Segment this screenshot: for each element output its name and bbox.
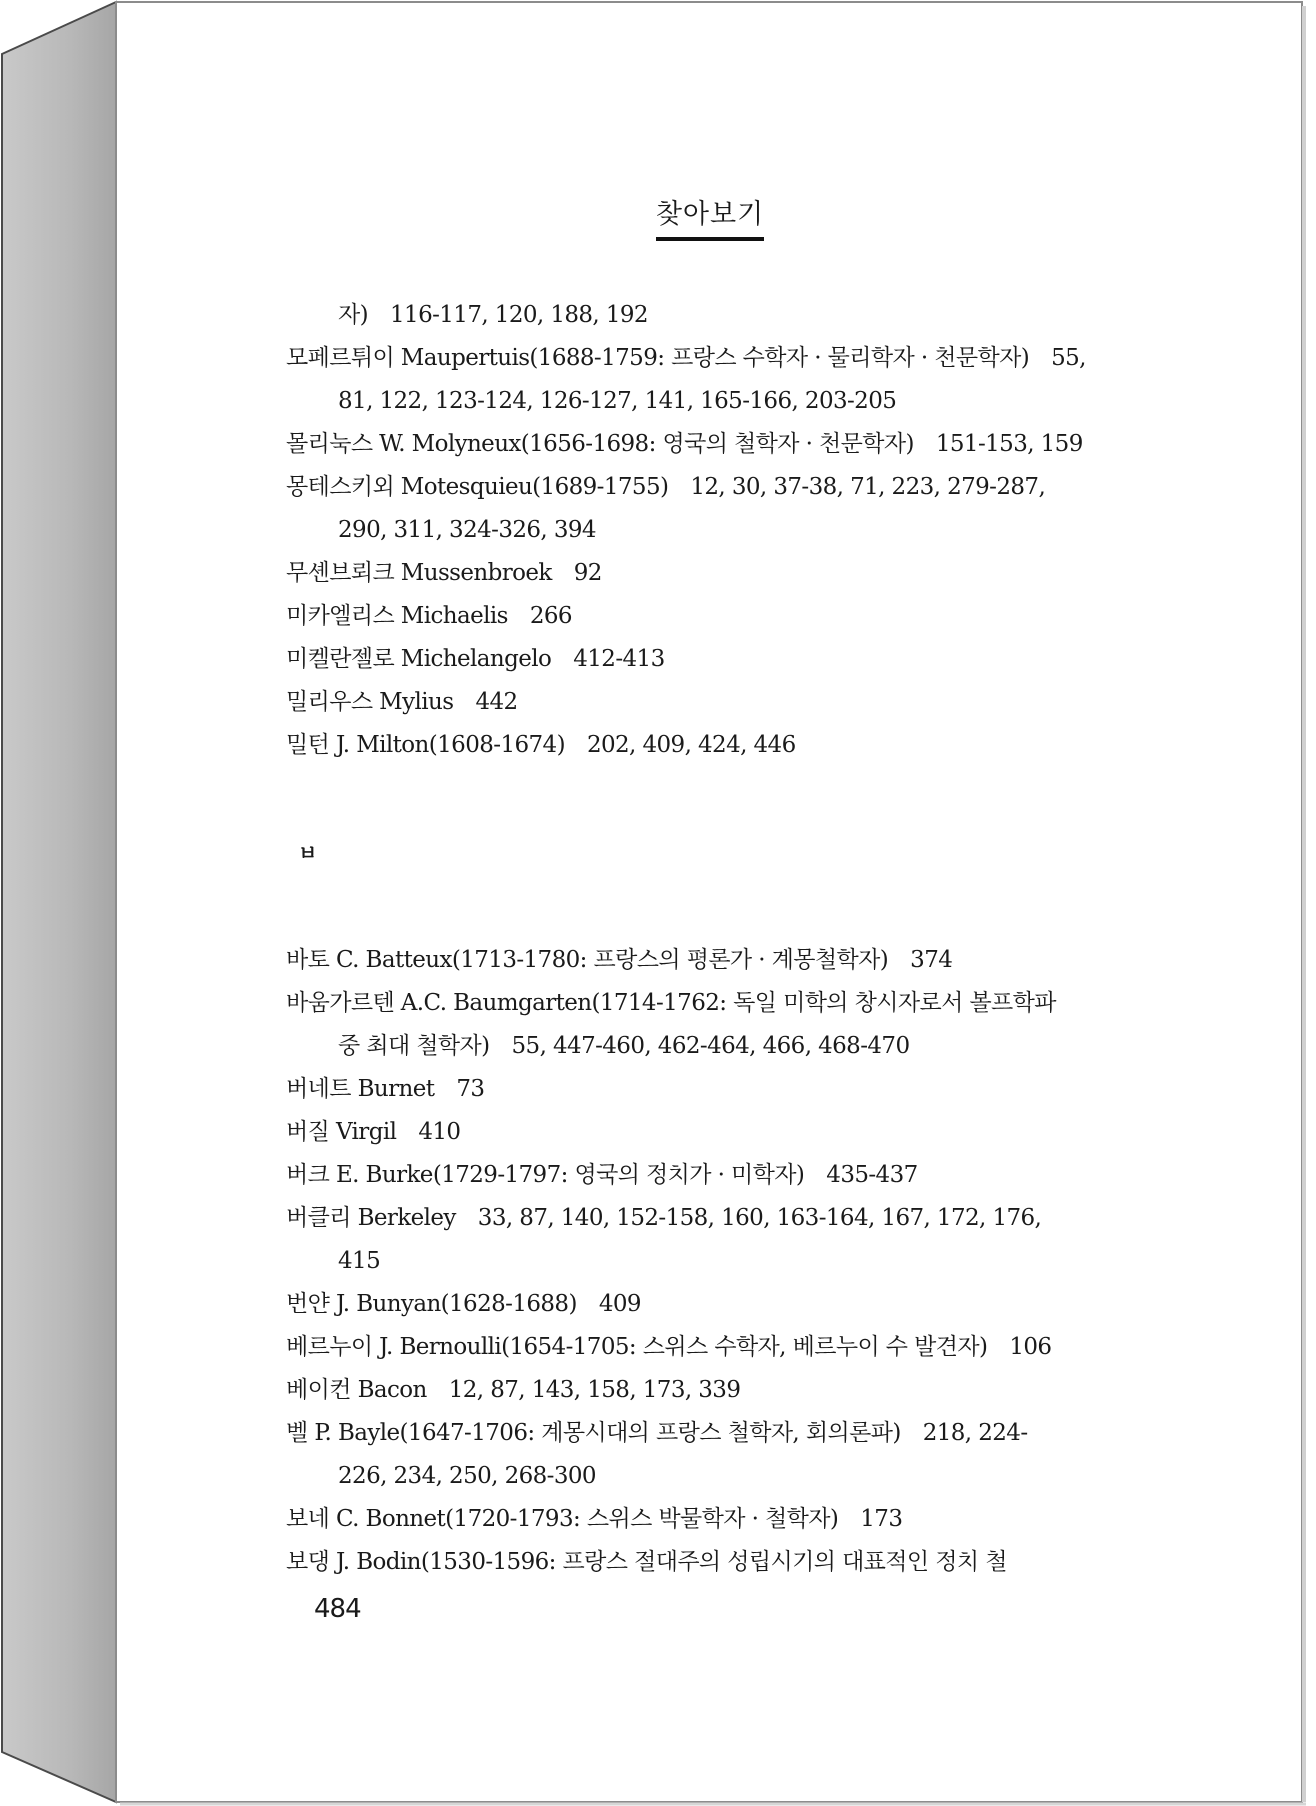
entry-pages: 116-117, 120, 188, 192 [390,302,648,328]
entry-text: 베이컨 Bacon [286,1377,427,1403]
page-heading-text: 찾아보기 [656,192,764,241]
entry-text: 81, 122, 123-124, 126-127, 141, 165-166, 203-205 [338,388,897,414]
entry-pages: 409 [598,1291,641,1317]
index-entry [286,552,1266,595]
entry-text: 버클리 Berkeley [286,1205,456,1231]
entry-text: 중 최대 철학자) [338,1033,490,1059]
entry-text: 바토 C. Batteux(1713-1780: 프랑스의 평론가 · 계몽철학자) [286,947,889,973]
entry-text: 베르누이 J. Bernoulli(1654-1705: 스위스 수학자, 베르누이 수 발견자) [286,1334,988,1360]
entry-text: 415 [338,1248,381,1274]
entry-text: 몰리눅스 W. Molyneux(1656-1698: 영국의 철학자 · 천문학자) [286,431,914,457]
index-entry [286,1498,1266,1541]
index-entry [286,681,1266,724]
index-entry [286,466,1266,509]
entry-text: 자) [338,302,368,328]
index-entry [286,1369,1266,1412]
page-heading [116,192,1304,241]
index-entry [286,1283,1266,1326]
entry-text: 버질 Virgil [286,1119,397,1145]
entry-pages: 435-437 [826,1162,918,1188]
entry-pages: 410 [418,1119,461,1145]
index-entry [286,423,1266,466]
entry-text: 번얀 J. Bunyan(1628-1688) [286,1291,577,1317]
index-entry [286,724,1266,767]
entry-pages: 173 [860,1506,903,1532]
entry-pages: 202, 409, 424, 446 [586,732,796,758]
entry-text: 버네트 Burnet [286,1076,435,1102]
index-entry [286,1412,1266,1455]
entry-pages: 73 [456,1076,485,1102]
index-entry [286,982,1266,1025]
entry-text: 모페르튀이 Maupertuis(1688-1759: 프랑스 수학자 · 물리학자 · 천문학자) [286,345,1030,371]
entry-text: 버크 E. Burke(1729-1797: 영국의 정치가 · 미학자) [286,1162,805,1188]
entry-pages: 33, 87, 140, 152-158, 160, 163-164, 167, 172, 176, [477,1205,1042,1231]
entry-pages: 92 [573,560,602,586]
entry-pages: 218, 224- [922,1420,1028,1446]
entry-text: 밀턴 J. Milton(1608-1674) [286,732,565,758]
section-letter-b: ㅂ [298,841,317,865]
entry-pages: 12, 30, 37-38, 71, 223, 279-287, [690,474,1046,500]
index-entry [286,1025,1266,1068]
entry-text: 몽테스키외 Motesquieu(1689-1755) [286,474,669,500]
entry-text: 미카엘리스 Michaelis [286,603,508,629]
index-entry [286,638,1266,681]
index-entry [286,294,1266,337]
entry-pages: 442 [475,689,518,715]
index-entry [286,1197,1266,1240]
entry-pages: 412-413 [573,646,665,672]
entry-text: 보댕 J. Bodin(1530-1596: 프랑스 절대주의 성립시기의 대표적인 정치 철 [286,1549,1007,1575]
index-entry [286,939,1266,982]
index-entries [286,294,1266,1584]
entry-text: 미켈란젤로 Michelangelo [286,646,552,672]
book-spine [2,2,116,1802]
entry-text: 밀리우스 Mylius [286,689,454,715]
index-entry [286,337,1266,380]
entry-pages: 55, 447-460, 462-464, 466, 468-470 [511,1033,910,1059]
entry-text: 290, 311, 324-326, 394 [338,517,596,543]
entry-pages: 55, [1051,345,1086,371]
index-entry [286,380,1266,423]
index-entry [286,1455,1266,1498]
index-entry [286,595,1266,638]
index-entry [286,1326,1266,1369]
entry-pages: 151-153, 159 [935,431,1083,457]
entry-text: 벨 P. Bayle(1647-1706: 계몽시대의 프랑스 철학자, 회의론파) [286,1420,901,1446]
index-entry [286,1154,1266,1197]
entry-pages: 266 [529,603,572,629]
page-number: 484 [314,1594,361,1624]
entry-pages: 106 [1009,1334,1052,1360]
entry-text: 226, 234, 250, 268-300 [338,1463,596,1489]
entry-text: 무셴브뢰크 Mussenbroek [286,560,552,586]
index-entry [286,1068,1266,1111]
index-entry [286,509,1266,552]
entry-text: 보네 C. Bonnet(1720-1793: 스위스 박물학자 · 철학자) [286,1506,839,1532]
book-page [116,0,1304,1802]
index-entry [286,1240,1266,1283]
entry-pages: 374 [910,947,953,973]
entry-text: 바움가르텐 A.C. Baumgarten(1714-1762: 독일 미학의 창시자로서 볼프학파 [286,990,1056,1016]
entry-pages: 12, 87, 143, 158, 173, 339 [448,1377,741,1403]
index-entry [286,1111,1266,1154]
index-entry [286,1541,1266,1584]
